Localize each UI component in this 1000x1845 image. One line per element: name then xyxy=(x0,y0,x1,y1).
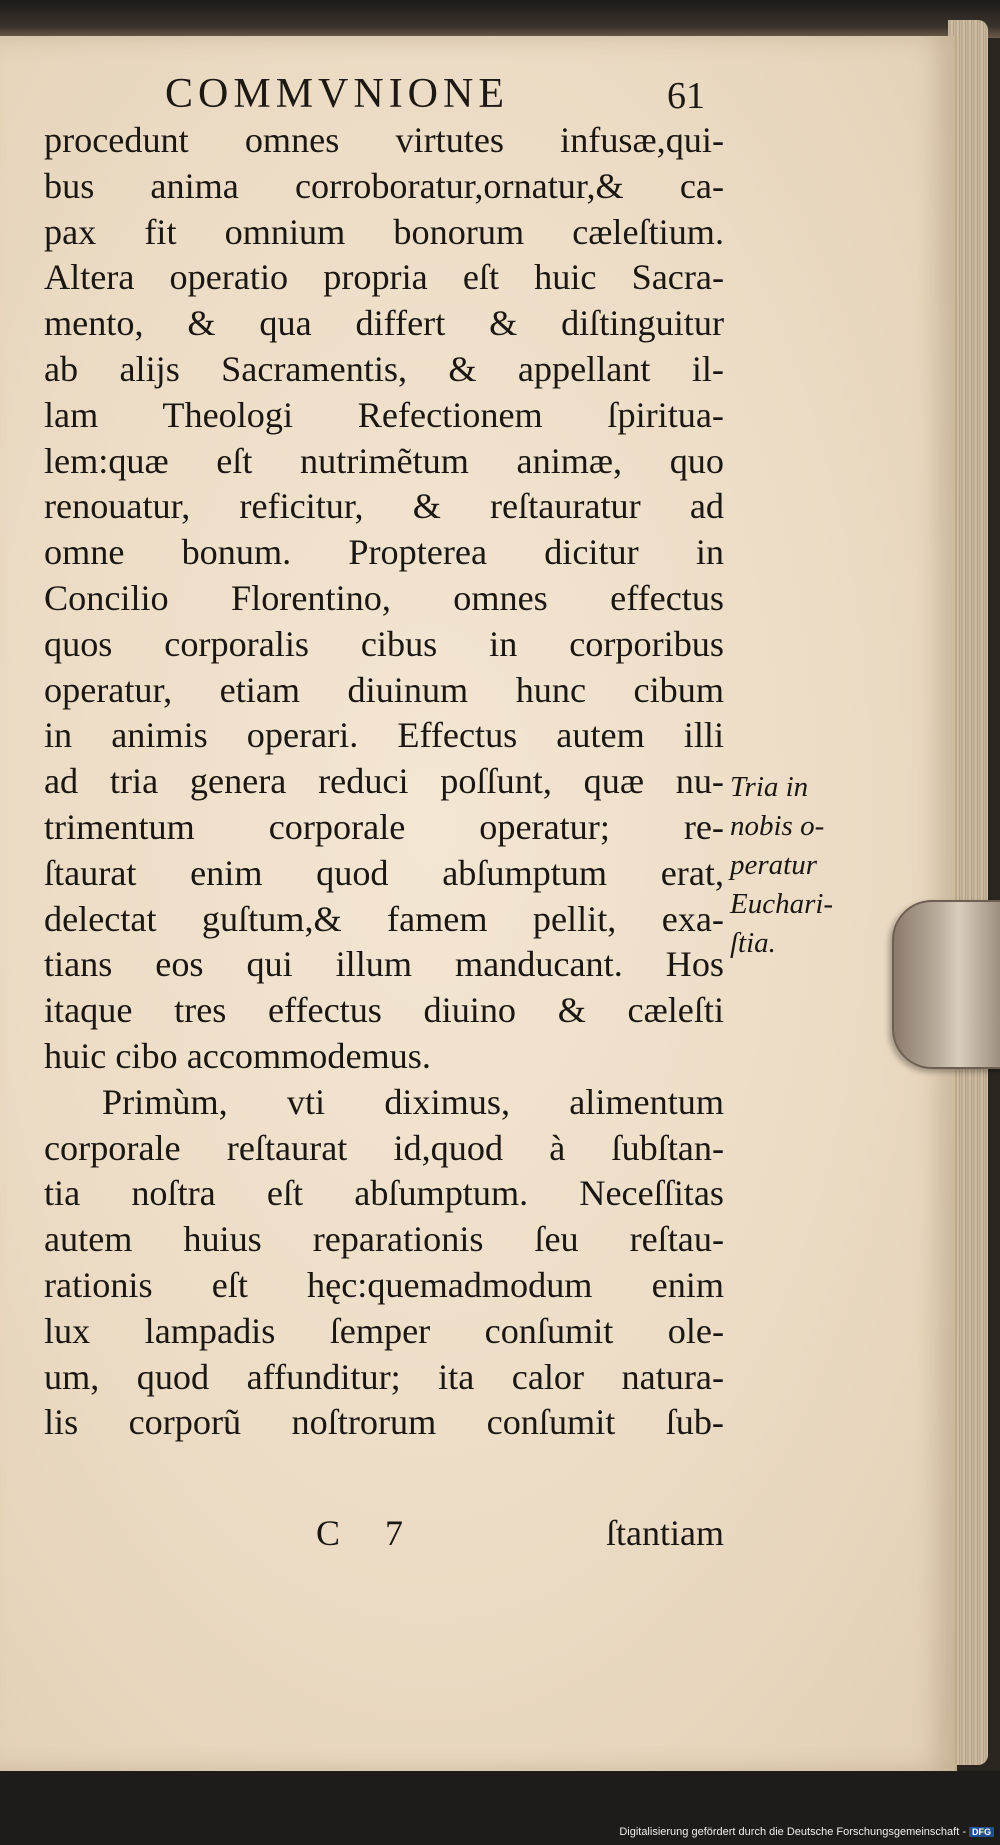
text-line: um, quod affunditur; ita calor natura- xyxy=(44,1356,724,1397)
page-header xyxy=(165,70,725,120)
text-line: Primùm, vti diximus, alimentum xyxy=(102,1081,724,1122)
text-line: pax fit omnium bonorum cæleſtium. xyxy=(44,211,724,252)
text-line: quos corporalis cibus in corporibus xyxy=(44,623,724,664)
book-clasp xyxy=(892,900,1000,1069)
page-number: 61 xyxy=(667,75,705,117)
main-text xyxy=(44,118,724,1446)
text-line: Altera operatio propria eſt huic Sacra- xyxy=(44,257,724,298)
text-line: rationis eſt hęc:quemadmodum enim xyxy=(44,1264,724,1305)
signature-mark: C 7 xyxy=(316,1513,422,1553)
running-title: COMMVNIONE xyxy=(165,71,509,117)
text-line: itaque tres effectus diuino & cæleſti xyxy=(44,990,724,1031)
text-line: omne bonum. Propterea dicitur in xyxy=(44,532,724,573)
catchword: ſtantiam xyxy=(606,1513,724,1553)
text-line: lam Theologi Refectionem ſpiritua- xyxy=(44,394,724,435)
text-line: procedunt omnes virtutes infusæ,qui- xyxy=(44,120,724,160)
scan-background-top xyxy=(0,0,1000,38)
marginal-note xyxy=(730,768,850,963)
text-line: ab alijs Sacramentis, & appellant il- xyxy=(44,348,724,389)
text-line: autem huius reparationis ſeu reſtau- xyxy=(44,1219,724,1260)
text-line: lem:quæ eſt nutrimẽtum animæ, quo xyxy=(44,440,724,481)
text-line: tia noſtra eſt abſumptum. Neceſſitas xyxy=(44,1173,724,1214)
text-line: ad tria genera reduci poſſunt, quæ nu- xyxy=(44,761,724,802)
text-line: Concilio Florentino, omnes effectus xyxy=(44,577,724,618)
digitization-credit xyxy=(619,1826,994,1838)
text-line: in animis operari. Effectus autem illi xyxy=(44,715,724,756)
text-line: tians eos qui illum manducant. Hos xyxy=(44,944,724,985)
marginal-note-line: peratur xyxy=(730,849,817,881)
text-line: bus anima corroboratur,ornatur,& ca- xyxy=(44,165,724,206)
text-line: corporale reſtaurat id,quod à ſubſtan- xyxy=(44,1127,724,1168)
text-line: operatur, etiam diuinum hunc cibum xyxy=(44,669,724,710)
text-line: lis corporũ noſtrorum conſumit ſub- xyxy=(44,1402,724,1443)
page-footer xyxy=(44,1512,724,1558)
credit-text: Digitalisierung gefördert durch die Deutsche Forschungsgemeinschaft - xyxy=(619,1826,966,1838)
text-line: trimentum corporale operatur; re- xyxy=(44,806,724,847)
marginal-note-line: Tria in xyxy=(730,771,809,803)
text-line: delectat guſtum,& famem pellit, exa- xyxy=(44,898,724,939)
text-line: mento, & qua differt & diſtinguitur xyxy=(44,303,724,344)
marginal-note-line: Euchari- xyxy=(730,888,834,920)
text-line: renouatur, reficitur, & reſtauratur ad xyxy=(44,486,724,527)
text-line: huic cibo accommodemus. xyxy=(44,1035,431,1076)
dfg-logo: DFG xyxy=(969,1827,994,1837)
text-line: ſtaurat enim quod abſumptum erat, xyxy=(44,852,724,893)
marginal-note-line: nobis o- xyxy=(730,810,825,842)
marginal-note-line: ſtia. xyxy=(730,927,776,959)
text-line: lux lampadis ſemper conſumit ole- xyxy=(44,1310,724,1351)
